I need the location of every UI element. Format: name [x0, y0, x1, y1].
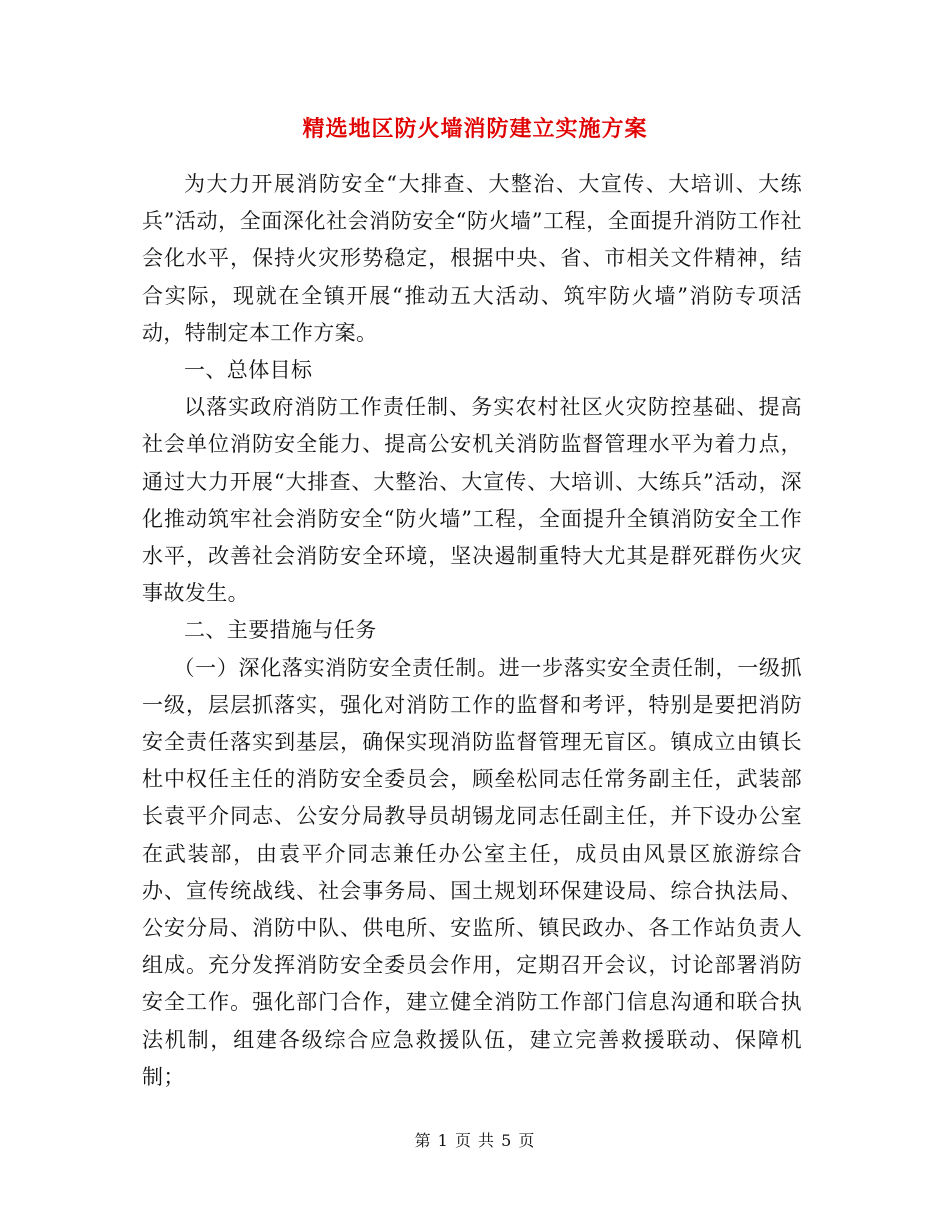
intro-paragraph: 为大力开展消防安全“大排查、大整治、大宣传、大培训、大练兵”活动，全面深化社会消防安全“防火墙”工程，全面提升消防工作社会化水平，保持火灾形势稳定，根据中央、省、市相关文件精神，结合实际，现就在全镇开展“推动五大活动、筑牢防火墙”消防专项活动，特制定本工作方案。 — [142, 172, 802, 345]
section-heading-main-measures: 二、主要措施与任务 — [184, 618, 377, 643]
document-body — [142, 166, 802, 1096]
overall-goal-paragraph: 以落实政府消防工作责任制、务实农村社区火灾防控基础、提高社会单位消防安全能力、提高公安机关消防监督管理水平为着力点，通过大力开展“大排查、大整治、大宣传、大培训、大练兵”活动，深化推动筑牢社会消防安全“防火墙”工程，全面提升全镇消防安全工作水平，改善社会消防安全环境，坚决遏制重特大尤其是群死群伤火灾事故发生。 — [142, 395, 802, 606]
section-heading-overall-goal: 一、总体目标 — [184, 358, 313, 383]
page-number-footer: 第 1 页 共 5 页 — [414, 1131, 536, 1150]
measure-one-paragraph: （一）深化落实消防安全责任制。进一步落实安全责任制，一级抓一级，层层抓落实，强化对消防工作的监督和考评，特别是要把消防安全责任落实到基层，确保实现消防监督管理无盲区。镇成立由镇长杜中权任主任的消防安全委员会，顾垒松同志任常务副主任，武装部长袁平介同志、公安分局教导员胡锡龙同志任副主任，并下设办公室在武装部，由袁平介同志兼任办公室主任，成员由风景区旅游综合办、宣传统战线、社会事务局、国土规划环保建设局、综合执法局、公安分局、消防中队、供电所、安监所、镇民政办、各工作站负责人组成。充分发挥消防安全委员会作用，定期召开会议，讨论部署消防安全工作。强化部门合作，建立健全消防工作部门信息沟通和联合执法机制，组建各级综合应急救援队伍，建立完善救援联动、保障机制； — [142, 655, 802, 1089]
document-title: 精选地区防火墙消防建立实施方案 — [302, 116, 648, 142]
